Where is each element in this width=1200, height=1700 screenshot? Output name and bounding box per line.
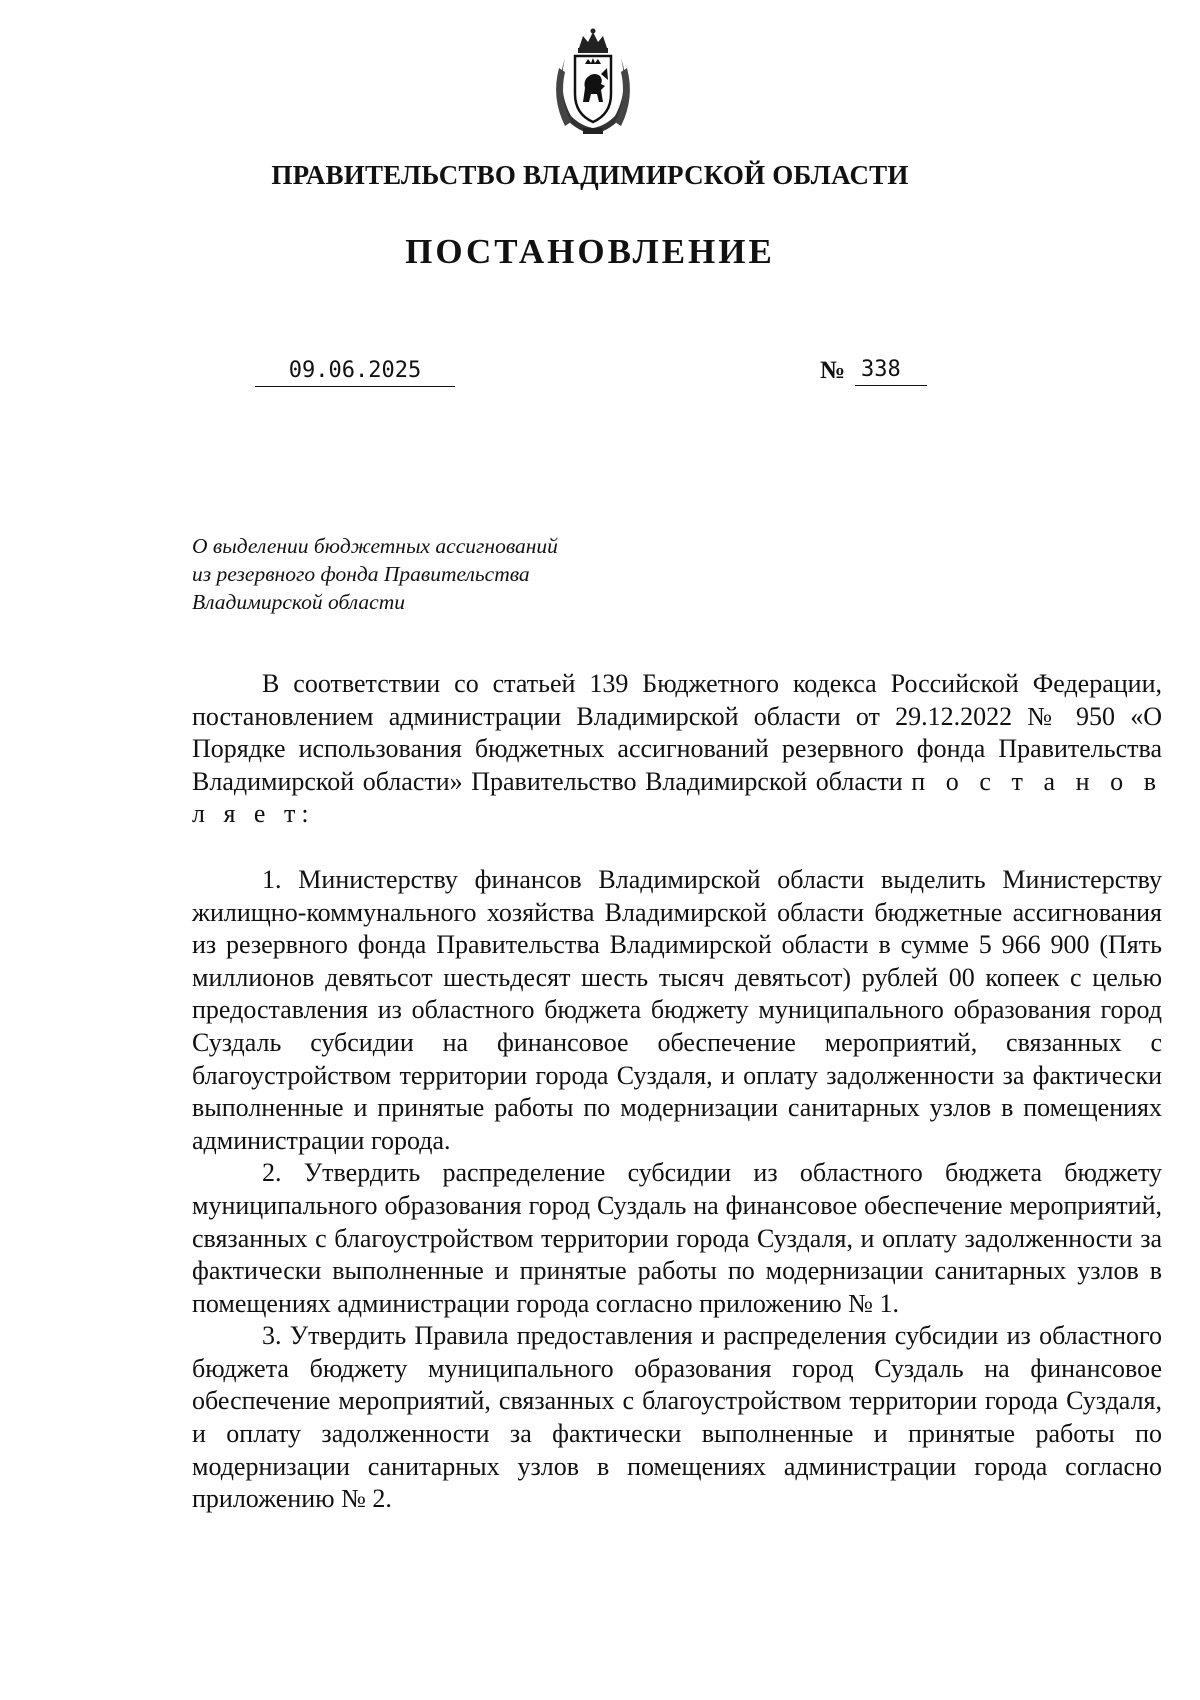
preamble-text: В соответствии со статьей 139 Бюджетного кодекса Российской Федерации, постановлением администрации Владимирской области от 29.12.2022 № 950 «О Порядке использования бюджетных ассигнований резервного фонда Правительства Владимирской области» Правительство Владимирской области [192,669,1162,796]
item-paragraph-2: 2. Утвердить распределение субсидии из областного бюджета бюджету муниципального образования город Суздаль на финансовое обеспечение мероприятий, связанных с благоустройством территории города Суздаля, и оплату задолженности за фактически выполненные и принятые работы по модернизации санитарных узлов в помещениях администрации города согласно приложению № 1. [192,1158,1162,1318]
organization-title: ПРАВИТЕЛЬСТВО ВЛАДИМИРСКОЙ ОБЛАСТИ [271,160,909,190]
item-paragraph-3: 3. Утвердить Правила предоставления и распределения субсидии из областного бюджета бюджету муниципального образования город Суздаль на финансовое обеспечение мероприятий, связанных с благоустройством территории города Суздаля, и оплату задолженности за фактически выполненные и принятые работы по модернизации санитарных узлов в помещениях администрации города согласно приложению № 2. [192,1321,1162,1514]
resolves-word: п о с т а н о в л я е т: [192,766,1162,829]
document-subject [192,532,652,616]
preamble-paragraph [192,668,1162,831]
document-number-block [820,355,930,389]
document-date: 09.06.2025 [255,356,455,387]
subject-line-3: Владимирской области [192,590,405,614]
document-type-title: ПОСТАНОВЛЕНИЕ [405,232,775,271]
document-body [192,668,1162,1516]
subject-line-2: из резервного фонда Правительства [192,562,530,586]
coat-of-arms-icon [545,28,641,140]
number-sign: № [820,357,846,384]
item-paragraph-1: 1. Министерству финансов Владимирской области выделить Министерству жилищно-коммунального хозяйства Владимирской области бюджетные ассигнования из резервного фонда Правительства Владимирской области в сумме 5 966 900 (Пять миллионов девятьсот шестьдесят шесть тысяч девятьсот) рублей 00 копеек с целью предоставления из областного бюджета бюджету муниципального образования город Суздаль субсидии на финансовое обеспечение мероприятий, связанных с благоустройством территории города Суздаля, и оплату задолженности за фактически выполненные и принятые работы по модернизации санитарных узлов в помещениях администрации города. [192,864,1162,1155]
subject-line-1: О выделении бюджетных ассигнований [192,534,558,558]
document-number: 338 [855,355,927,386]
